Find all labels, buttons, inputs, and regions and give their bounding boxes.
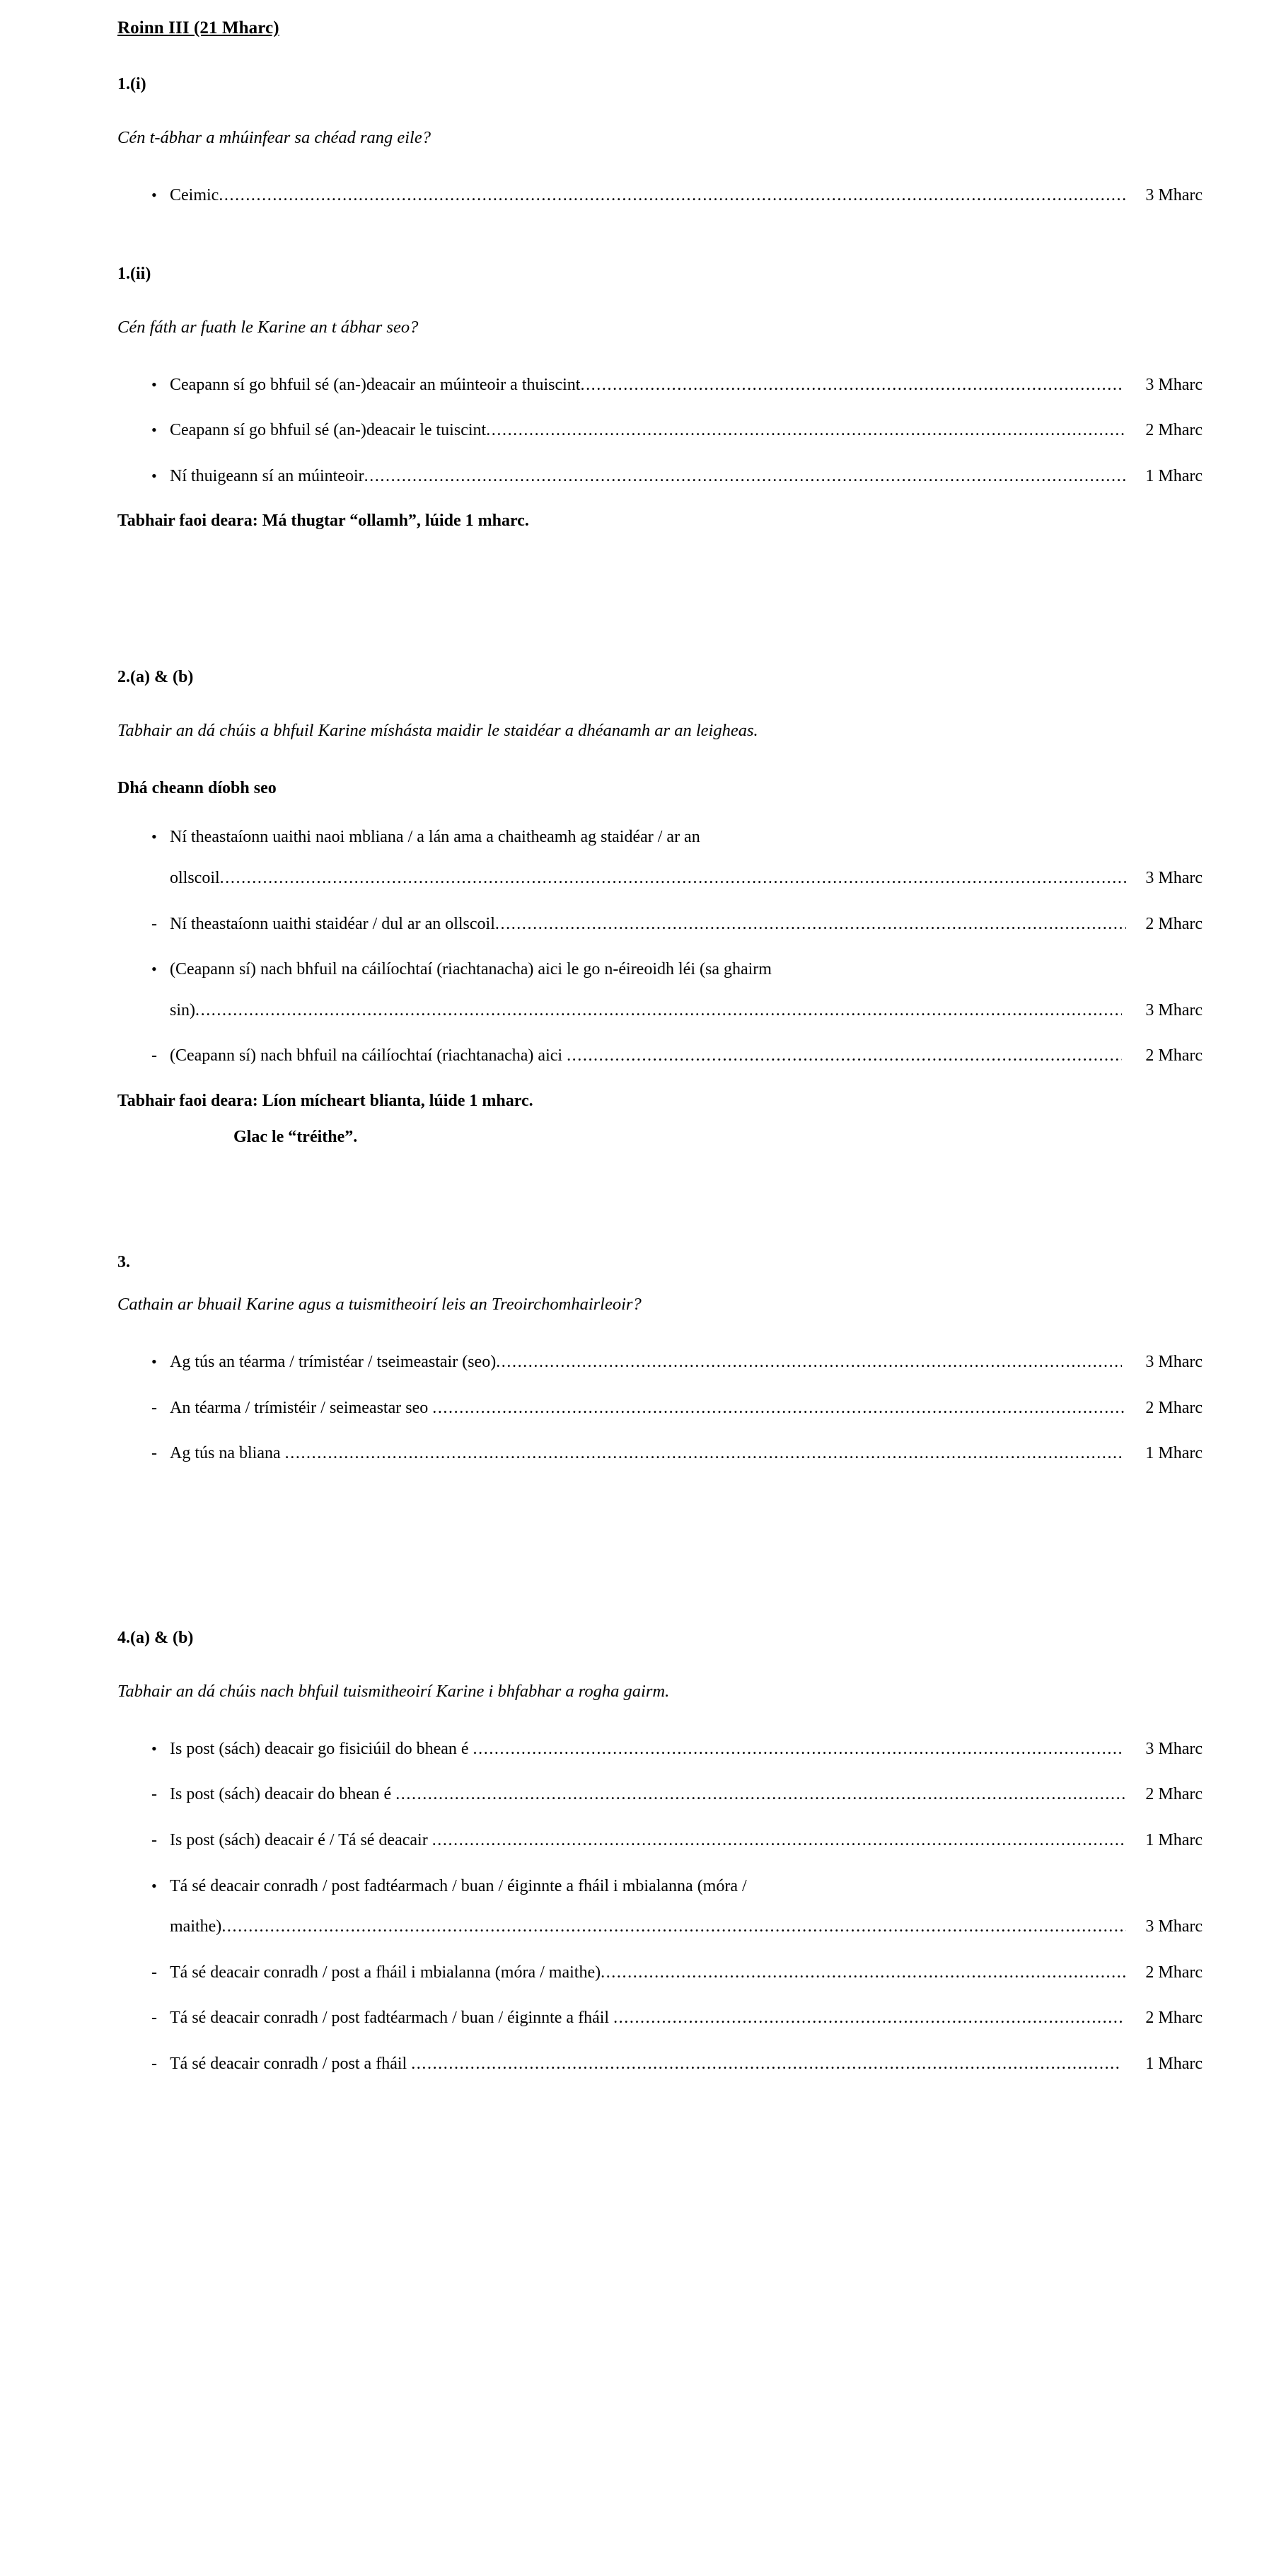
question-prompt: Tabhair an dá chúis a bhfuil Karine míshásta maidir le staidéar a dhéanamh ar an leigheas. (117, 721, 758, 741)
page-title: Roinn III (21 Mharc) (117, 18, 279, 37)
answer-row (117, 1963, 1203, 1983)
answer-body (170, 1444, 1203, 1464)
mark-value: 3 Mharc (1145, 1739, 1203, 1758)
answer-body (170, 2055, 1203, 2074)
dash-icon (117, 1046, 170, 1066)
answer-text: Ceimic (170, 186, 219, 204)
spacer (117, 529, 1203, 668)
dot-leader (580, 376, 1122, 395)
dot-leader (432, 1831, 1126, 1851)
answer-line (170, 2055, 1203, 2074)
answer-row (117, 1046, 1203, 1066)
answer-row (117, 915, 1203, 935)
question-prompt: Cathain ar bhuail Karine agus a tuismitheoirí leis an Treoirchomhairleoir? (117, 1294, 642, 1314)
dot-leader (601, 1963, 1126, 1983)
answer-line (170, 915, 1203, 935)
dot-leader (220, 869, 1126, 889)
answer-body (170, 915, 1203, 935)
answer-body (170, 1046, 1203, 1066)
mark-value: 1 Mharc (1145, 2054, 1203, 2073)
answer-list (117, 828, 1203, 1066)
spacer (117, 232, 1203, 265)
answer-row (117, 1740, 1203, 1760)
answer-body (170, 1740, 1203, 1760)
answer-row (117, 1399, 1203, 1419)
answer-line (170, 467, 1203, 487)
dot-leader (473, 1740, 1122, 1760)
answer-line (170, 1444, 1203, 1464)
answer-text: Is post (sách) deacair go fisiciúil do bhean é (170, 1739, 473, 1758)
answer-body (170, 186, 1203, 206)
dot-leader (221, 1917, 1126, 1937)
answer-text: Ní theastaíonn uaithi staidéar / dul ar an ollscoil (170, 914, 495, 933)
answer-body (170, 1353, 1203, 1373)
answer-line (170, 421, 1203, 441)
answer-list (117, 1740, 1203, 2074)
answer-row (117, 421, 1203, 441)
answer-body (170, 421, 1203, 441)
dot-leader (285, 1444, 1122, 1464)
mark-value: 1 Mharc (1145, 1830, 1203, 1849)
mark-value: 3 Mharc (1145, 186, 1203, 204)
answer-text: Tá sé deacair conradh / post a fháil i mbialanna (móra / maithe) (170, 1963, 601, 1982)
dot-leader (613, 2009, 1122, 2028)
answer-text-continued: maithe) (170, 1917, 222, 1936)
answer-text: Ní thuigeann sí an múinteoir (170, 466, 364, 485)
bullet-icon (117, 186, 170, 206)
answer-subheading: Dhá cheann díobh seo (117, 779, 277, 798)
answer-body (170, 1785, 1203, 1805)
answer-row (117, 2009, 1203, 2028)
spacer (117, 1147, 1203, 1253)
answer-text: Is post (sách) deacair do bhean é (170, 1785, 396, 1804)
answer-body (170, 1877, 1203, 1937)
answer-line-wrap (170, 1001, 1203, 1021)
question-number: 1.(i) (117, 75, 146, 93)
answer-line (170, 186, 1203, 206)
answer-line (170, 1831, 1203, 1851)
dash-icon (117, 1444, 170, 1464)
dash-icon (117, 915, 170, 935)
answer-row (117, 1831, 1203, 1851)
mark-value: 3 Mharc (1145, 1000, 1203, 1020)
bullet-icon (117, 828, 170, 848)
answer-line (170, 1785, 1203, 1805)
mark-value: 3 Mharc (1145, 1352, 1203, 1371)
dot-leader (495, 915, 1126, 935)
dot-leader (411, 2055, 1122, 2074)
answer-row (117, 467, 1203, 487)
spacer (117, 1490, 1203, 1629)
mark-value: 2 Mharc (1145, 1046, 1203, 1065)
note-text: Tabhair faoi deara: Líon mícheart blianta, lúide 1 mharc. (117, 1091, 533, 1110)
answer-line (170, 1353, 1203, 1373)
answer-row (117, 376, 1203, 395)
note-text: Tabhair faoi deara: Má thugtar “ollamh”, lúide 1 mharc. (117, 512, 529, 531)
answer-row (117, 1785, 1203, 1805)
question-prompt: Cén fáth ar fuath le Karine an t ábhar seo? (117, 317, 419, 337)
dash-icon (117, 1399, 170, 1419)
note-text-line2: Glac le “tréithe”. (233, 1127, 358, 1146)
dot-leader (567, 1046, 1122, 1066)
answer-body (170, 960, 1203, 1020)
question-block-3 (117, 1253, 1203, 1464)
dot-leader (395, 1785, 1126, 1805)
answer-row (117, 828, 1203, 888)
question-number: 2.(a) & (b) (117, 668, 194, 687)
answer-body (170, 376, 1203, 395)
answer-line (170, 828, 1203, 848)
answer-line (170, 2009, 1203, 2028)
answer-row (117, 960, 1203, 1020)
answer-body (170, 1399, 1203, 1419)
bullet-icon (117, 376, 170, 395)
bullet-icon (117, 1353, 170, 1373)
question-block-4 (117, 1629, 1203, 2074)
answer-row (117, 186, 1203, 206)
answer-text: Tá sé deacair conradh / post fadtéarmach / buan / éiginnte a fháil (170, 2009, 614, 2028)
answer-text-continued: sin) (170, 1000, 195, 1020)
bullet-icon (117, 421, 170, 441)
answer-text: Tá sé deacair conradh / post a fháil (170, 2054, 412, 2073)
mark-value: 3 Mharc (1145, 1917, 1203, 1936)
answer-list (117, 186, 1203, 206)
dot-leader (195, 1001, 1122, 1021)
dash-icon (117, 2009, 170, 2028)
dash-icon (117, 2055, 170, 2074)
answer-line (170, 1046, 1203, 1066)
mark-value: 2 Mharc (1145, 1963, 1203, 1982)
answer-row (117, 1877, 1203, 1937)
answer-text: Tá sé deacair conradh / post fadtéarmach / buan / éiginnte a fháil i mbialanna (móra / (170, 1876, 747, 1895)
answer-text: Ní theastaíonn uaithi naoi mbliana / a lán ama a chaitheamh ag staidéar / ar an (170, 828, 700, 847)
answer-body (170, 467, 1203, 487)
mark-value: 2 Mharc (1145, 421, 1203, 440)
bullet-icon (117, 1877, 170, 1897)
dash-icon (117, 1831, 170, 1851)
answer-text: Is post (sách) deacair é / Tá sé deacair (170, 1830, 432, 1849)
question-prompt: Tabhair an dá chúis nach bhfuil tuismitheoirí Karine i bhfabhar a rogha gairm. (117, 1681, 670, 1701)
answer-text: (Ceapann sí) nach bhfuil na cáilíochtaí (riachtanacha) aici le go n-éireoidh léi (sa ghairm (170, 960, 772, 979)
question-number: 4.(a) & (b) (117, 1628, 194, 1647)
dash-icon (117, 1785, 170, 1805)
question-block-1i (117, 75, 1203, 206)
answer-text: Ceapann sí go bhfuil sé (an-)deacair le tuiscint (170, 421, 487, 440)
answer-text: Ag tús na bliana (170, 1444, 285, 1463)
mark-value: 2 Mharc (1145, 1785, 1203, 1804)
answer-line (170, 1963, 1203, 1983)
question-number: 3. (117, 1252, 130, 1271)
dot-leader (496, 1353, 1122, 1373)
dot-leader (486, 421, 1126, 441)
answer-text: Ag tús an téarma / trímistéar / tseimeastair (seo) (170, 1352, 497, 1371)
answer-body (170, 828, 1203, 888)
dot-leader (432, 1399, 1126, 1419)
answer-line-wrap (170, 869, 1203, 889)
question-block-2 (117, 668, 1203, 1147)
bullet-icon (117, 960, 170, 980)
mark-value: 3 Mharc (1145, 375, 1203, 394)
bullet-icon (117, 1740, 170, 1760)
bullet-icon (117, 467, 170, 487)
answer-row (117, 2055, 1203, 2074)
answer-line (170, 1877, 1203, 1897)
answer-text: An téarma / trímistéir / seimeastar seo (170, 1398, 433, 1417)
mark-value: 1 Mharc (1145, 1444, 1203, 1463)
dot-leader (364, 467, 1126, 487)
answer-line (170, 376, 1203, 395)
answer-row (117, 1353, 1203, 1373)
answer-body (170, 1831, 1203, 1851)
answer-list (117, 376, 1203, 487)
mark-value: 3 Mharc (1145, 868, 1203, 887)
dot-leader (219, 186, 1126, 206)
answer-line (170, 1399, 1203, 1419)
answer-row (117, 1444, 1203, 1464)
answer-line (170, 1740, 1203, 1760)
mark-value: 2 Mharc (1145, 914, 1203, 933)
answer-line-wrap (170, 1917, 1203, 1937)
answer-body (170, 1963, 1203, 1983)
answer-body (170, 2009, 1203, 2028)
dash-icon (117, 1963, 170, 1983)
answer-list (117, 1353, 1203, 1464)
mark-value: 2 Mharc (1145, 2009, 1203, 2028)
answer-text-continued: ollscoil (170, 868, 220, 887)
question-prompt: Cén t-ábhar a mhúinfear sa chéad rang eile? (117, 128, 431, 147)
answer-text: Ceapann sí go bhfuil sé (an-)deacair an múinteoir a thuiscint (170, 375, 581, 394)
mark-value: 1 Mharc (1145, 466, 1203, 485)
mark-value: 2 Mharc (1145, 1398, 1203, 1417)
answer-line (170, 960, 1203, 980)
question-number: 1.(ii) (117, 264, 151, 283)
answer-text: (Ceapann sí) nach bhfuil na cáilíochtaí (riachtanacha) aici (170, 1046, 567, 1065)
question-block-1ii (117, 265, 1203, 530)
